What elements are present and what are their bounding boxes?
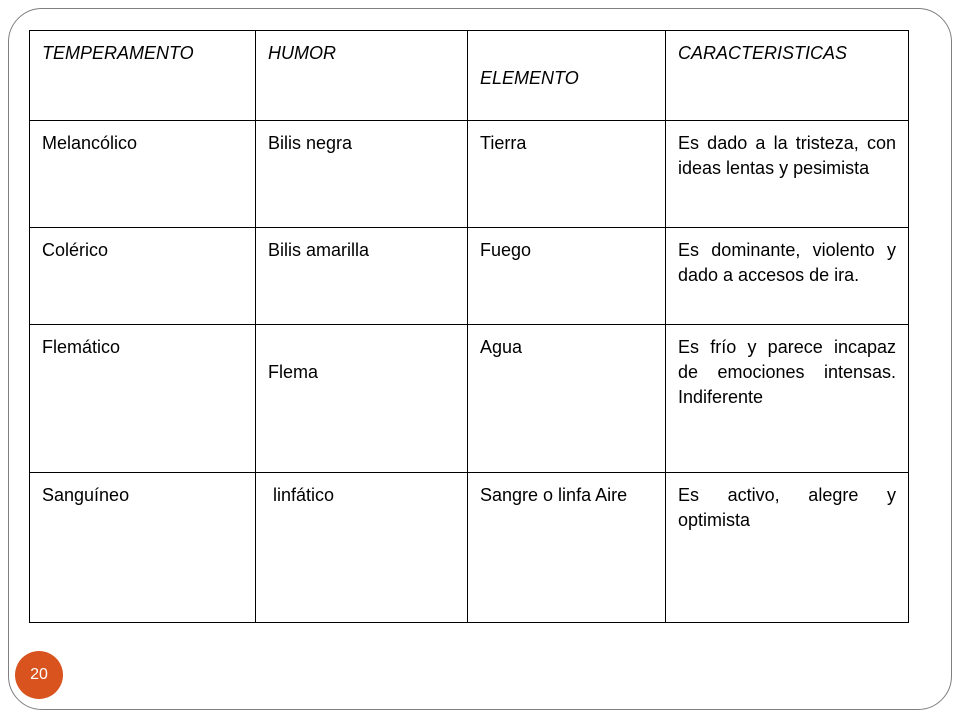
cell-caracteristicas: Es frío y parece incapaz de emociones intensas. Indiferente <box>666 325 909 473</box>
cell-humor: Bilis negra <box>256 121 468 228</box>
cell-humor: Bilis amarilla <box>256 228 468 325</box>
cell-caracteristicas: Es dado a la tristeza, con ideas lentas y pesimista <box>666 121 909 228</box>
header-elemento-label: ELEMENTO <box>480 68 579 88</box>
table-header-row <box>30 31 909 121</box>
header-temperamento: TEMPERAMENTO <box>30 31 256 121</box>
page-number-badge: 20 <box>15 651 63 699</box>
cell-elemento: Sangre o linfa Aire <box>468 473 666 623</box>
header-humor: HUMOR <box>256 31 468 121</box>
cell-humor <box>256 325 468 473</box>
temperament-table <box>29 30 909 623</box>
cell-temperamento: Colérico <box>30 228 256 325</box>
cell-elemento: Tierra <box>468 121 666 228</box>
table-row <box>30 228 909 325</box>
cell-elemento: Agua <box>468 325 666 473</box>
cell-temperamento: Flemático <box>30 325 256 473</box>
header-elemento <box>468 31 666 121</box>
cell-temperamento: Sanguíneo <box>30 473 256 623</box>
header-caracteristicas: CARACTERISTICAS <box>666 31 909 121</box>
table-row <box>30 473 909 623</box>
table-row <box>30 121 909 228</box>
cell-caracteristicas: Es dominante, violento y dado a accesos de ira. <box>666 228 909 325</box>
cell-caracteristicas: Es activo, alegre y optimista <box>666 473 909 623</box>
table-row <box>30 325 909 473</box>
cell-elemento: Fuego <box>468 228 666 325</box>
cell-humor: linfático <box>256 473 468 623</box>
cell-temperamento: Melancólico <box>30 121 256 228</box>
cell-humor-label: Flema <box>268 362 319 382</box>
